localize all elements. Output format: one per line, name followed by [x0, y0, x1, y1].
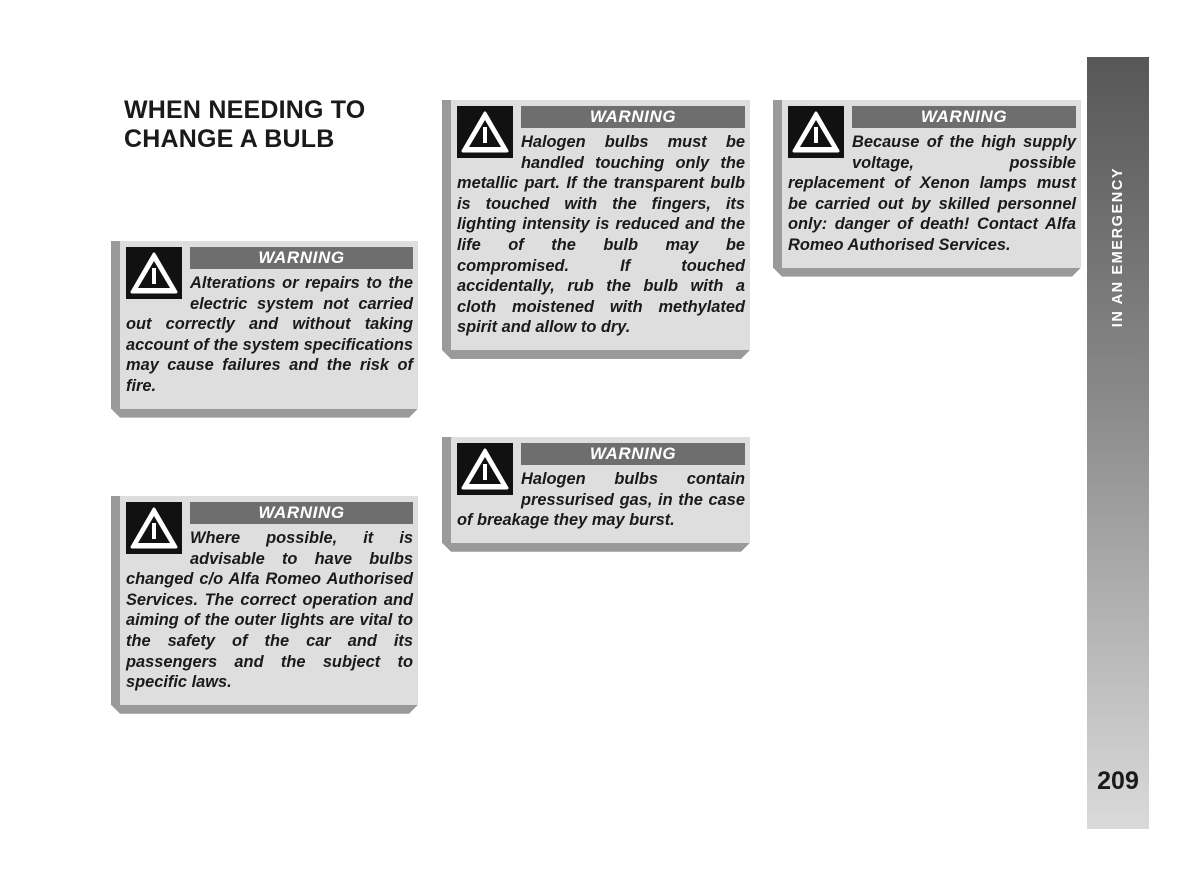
warning-text: Where possible, it is advisable to have bulbs changed c/o Alfa Romeo Authorised Services. The correct operation and aiming of the outer lights are vital to the safety of the car and its passengers and the subject to specific laws.	[126, 529, 413, 692]
warning-triangle-icon	[126, 247, 182, 299]
warning-triangle-icon	[457, 106, 513, 158]
warning-heading: WARNING	[190, 247, 413, 269]
warning-triangle-icon	[126, 502, 182, 554]
warning-heading: WARNING	[521, 106, 745, 128]
warning-box-halogen-pressure	[442, 437, 750, 543]
warning-heading: WARNING	[852, 106, 1076, 128]
warning-text: Because of the high supply voltage, possible replacement of Xenon lamps must be carried out by skilled personnel only: danger of death! Contact Alfa Romeo Authorised Services.	[788, 133, 1076, 254]
page-number: 209	[1097, 767, 1139, 795]
chapter-label: IN AN EMERGENCY	[1110, 166, 1126, 328]
warning-text: Alterations or repairs to the electric system not carried out correctly and without taking account of the system specifications may cause failures and the risk of fire.	[126, 274, 413, 395]
warning-text: Halogen bulbs must be handled touching only the metallic part. If the transparent bulb is touched with the fingers, its lighting intensity is reduced and the life of the bulb may be compromised. If touched accidentally, rub the bulb with a cloth moistened with methylated spirit and allow to dry.	[457, 133, 745, 337]
chapter-side-tab	[1087, 57, 1149, 829]
section-title: WHEN NEEDING TO CHANGE A BULB	[124, 96, 366, 153]
warning-heading: WARNING	[521, 443, 745, 465]
warning-heading: WARNING	[190, 502, 413, 524]
warning-text: Halogen bulbs contain pressurised gas, in the case of breakage they may burst.	[457, 470, 745, 530]
warning-box-halogen-handling	[442, 100, 750, 350]
warning-triangle-icon	[457, 443, 513, 495]
warning-triangle-icon	[788, 106, 844, 158]
warning-box-xenon-lamps	[773, 100, 1081, 268]
warning-box-electric-system	[111, 241, 418, 409]
warning-box-authorised-services	[111, 496, 418, 705]
